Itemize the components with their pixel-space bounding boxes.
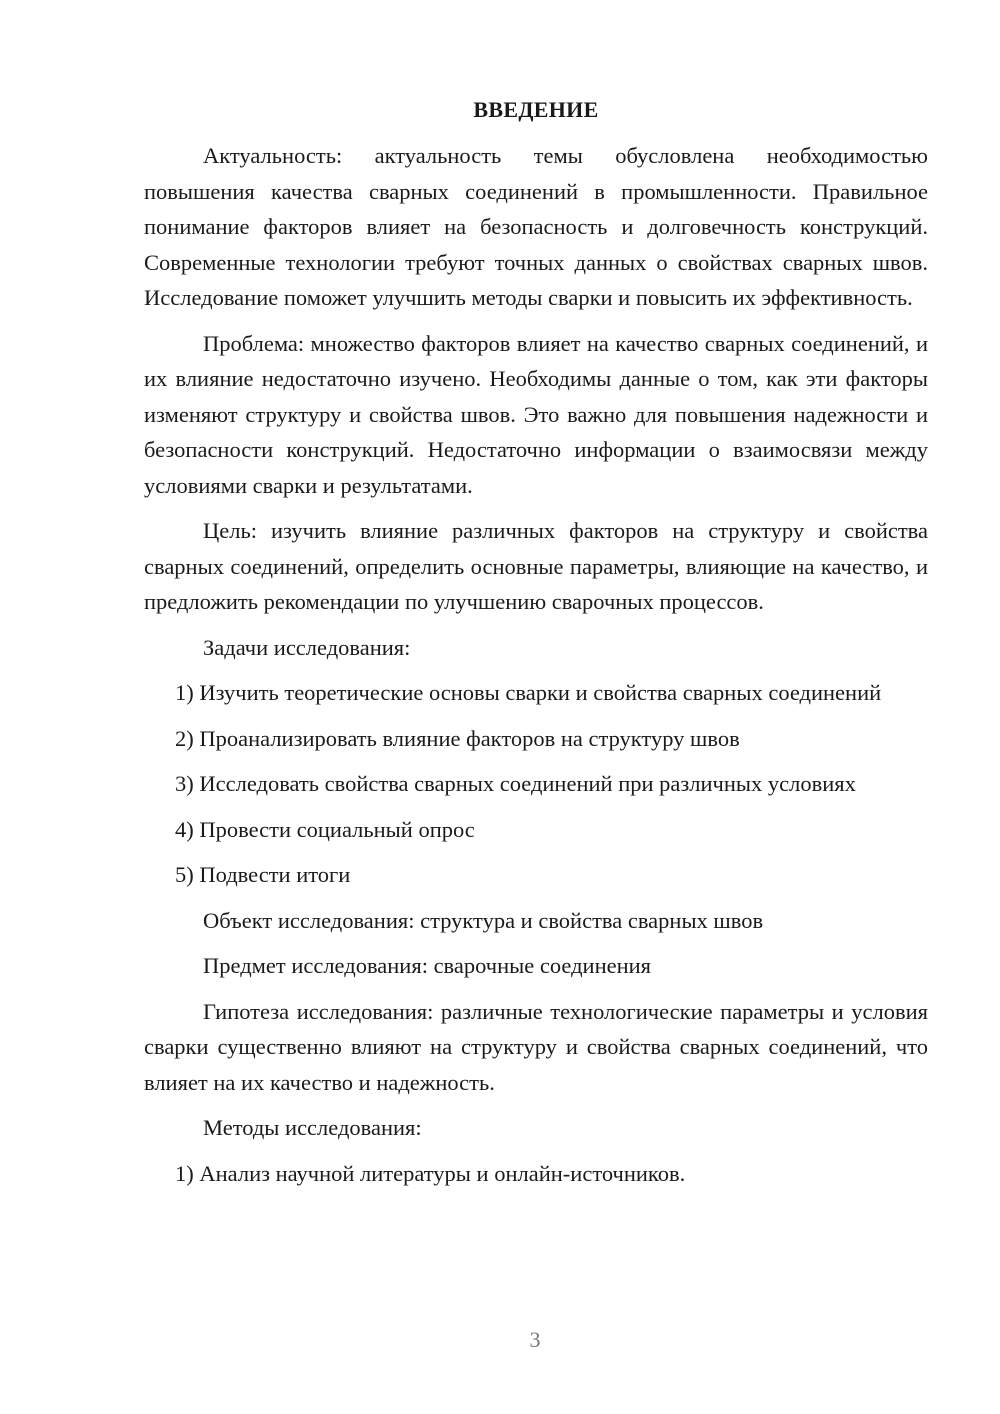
tasks-heading: Задачи исследования: [203,634,411,660]
subject-paragraph: Предмет исследования: сварочные соединения [203,953,652,978]
page-title: ВВЕДЕНИЕ [473,97,599,122]
hypothesis-paragraph: Гипотеза исследования: различные технологические параметры и условия сварки существенно влияют на структуру и свойства сварных соединений, что влияет на их качество и надежность. [144,998,928,1095]
list-item: 4) Провести социальный опрос [175,816,475,842]
relevance-paragraph: Актуальность: актуальность темы обусловлена необходимостью повышения качества сварных соединений в промышленности. Правильное понимание факторов влияет на безопасность и долговечность конструкций. Современные технологии требуют точных данных о свойствах сварных швов. Исследование поможет улучшить методы сварки и повысить их эффективность. [144,143,928,310]
goal-paragraph: Цель: изучить влияние различных факторов на структуру и свойства сварных соединений, определить основные параметры, влияющие на качество, и предложить рекомендации по улучшению сварочных процессов. [144,518,928,614]
list-item: 5) Подвести итоги [175,862,351,887]
page-number: 3 [529,1327,541,1352]
problem-paragraph: Проблема: множество факторов влияет на качество сварных соединений, и их влияние недостаточно изучено. Необходимы данные о том, как эти факторы изменяют структуру и свойства швов. Это важно для повышения надежности и безопасности конструкций. Недостаточно информации о взаимосвязи между условиями сварки и результатами. [144,330,928,498]
list-item: 2) Проанализировать влияние факторов на структуру швов [175,725,740,751]
list-item: 1) Изучить теоретические основы сварки и свойства сварных соединений [175,680,882,705]
object-paragraph: Объект исследования: структура и свойства сварных швов [203,907,764,933]
document-page [144,92,928,1191]
list-item: 1) Анализ научной литературы и онлайн-источников. [175,1160,686,1186]
methods-heading: Методы исследования: [203,1115,422,1140]
list-item: 3) Исследовать свойства сварных соединений при различных условиях [175,771,856,796]
